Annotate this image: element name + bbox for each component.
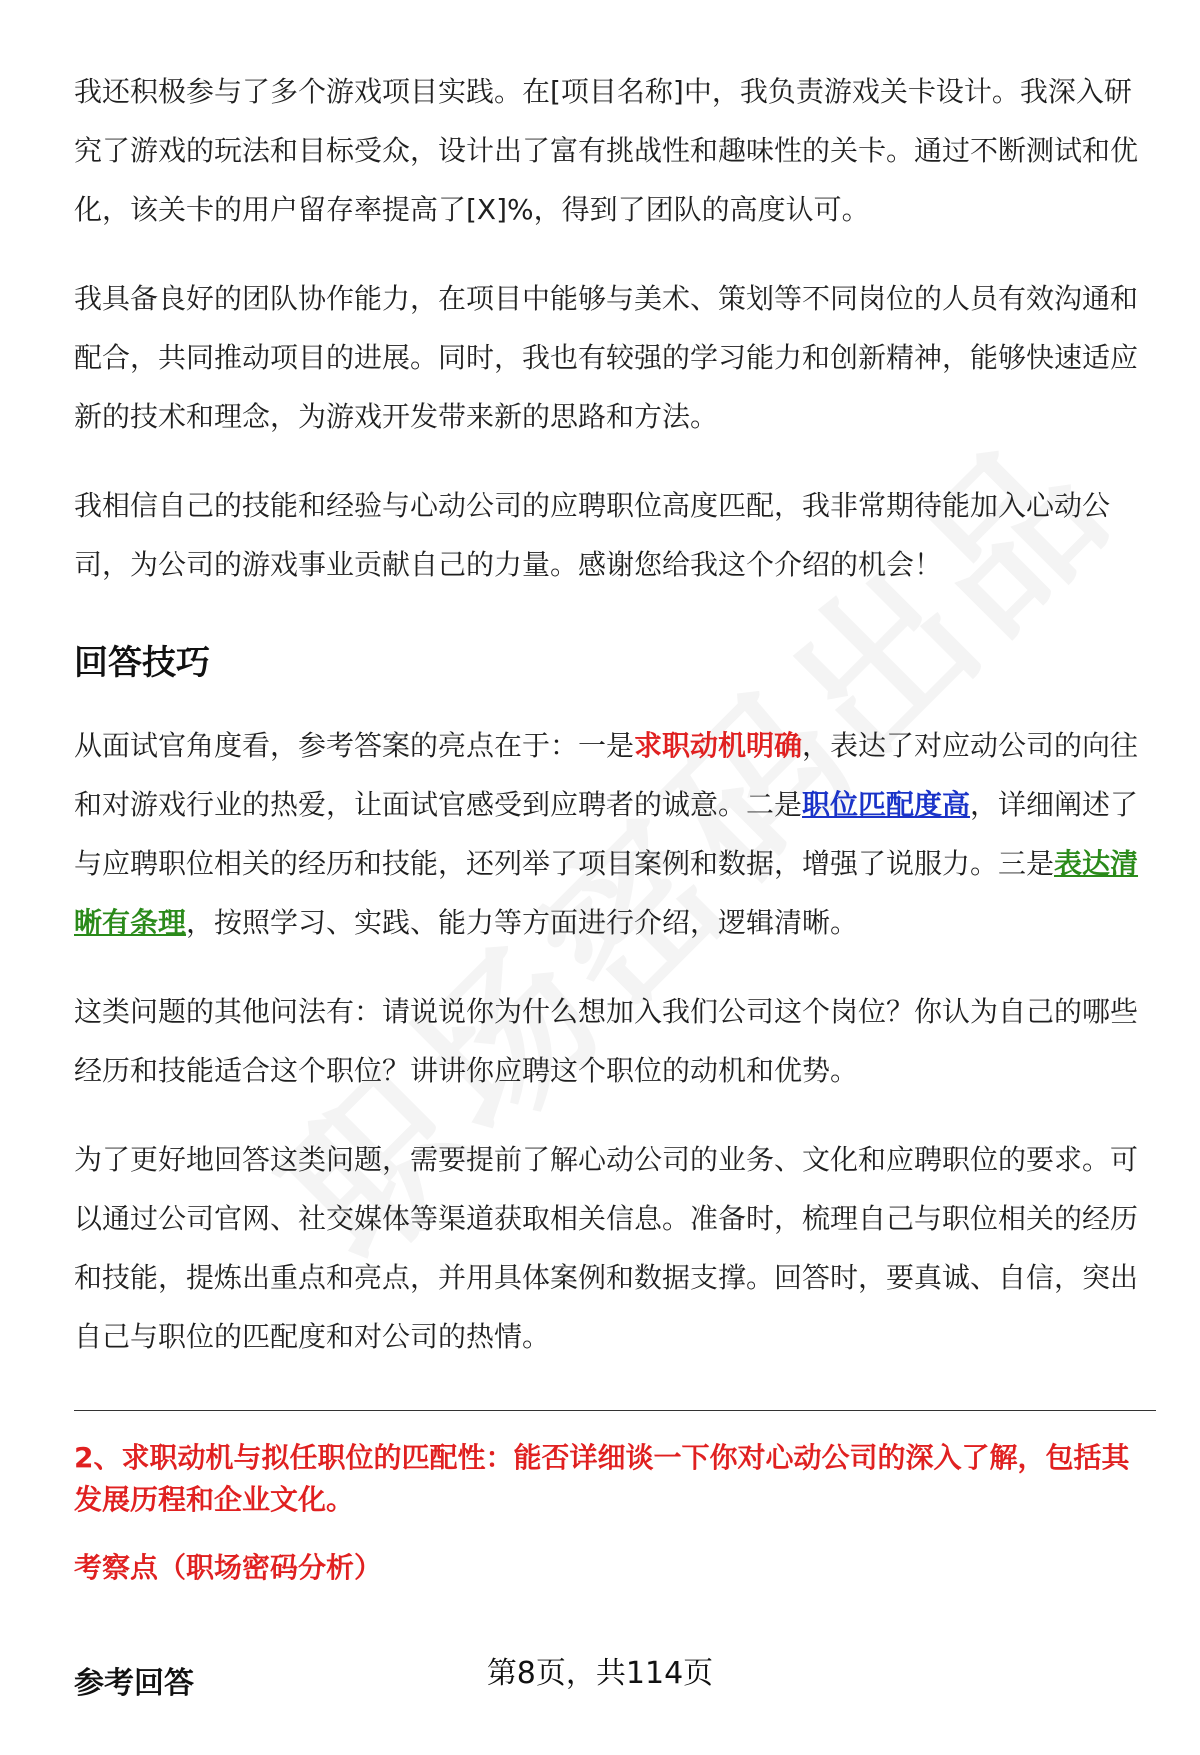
answer-paragraph-closing: 我相信自己的技能和经验与心动公司的应聘职位高度匹配，我非常期待能加入心动公司，为公司的游戏事业贡献自己的力量。感谢您给我这个介绍的机会！ bbox=[74, 489, 1111, 581]
other-questions-paragraph: 这类问题的其他问法有：请说说你为什么想加入我们公司这个岗位？你认为自己的哪些经历和技能适合这个职位？讲讲你应聘这个职位的动机和优势。 bbox=[74, 995, 1139, 1087]
page-number-footer: 第8页，共114页 bbox=[486, 1656, 714, 1691]
section-divider bbox=[74, 1410, 1156, 1411]
page-content bbox=[74, 62, 1154, 1589]
highlight-motivation: 求职动机明确 bbox=[634, 729, 803, 762]
tips-paragraph bbox=[74, 716, 1154, 952]
cut-off-heading: 参考回答 bbox=[74, 1666, 194, 1701]
answer-paragraph-teamwork: 我具备良好的团队协作能力，在项目中能够与美术、策划等不同岗位的人员有效沟通和配合，共同推动项目的进展。同时，我也有较强的学习能力和创新精神，能够快速适应新的技术和理念，为游戏开发带来新的思路和方法。 bbox=[74, 282, 1139, 433]
exam-point-heading: 考察点（职场密码分析） bbox=[74, 1551, 383, 1584]
tips-text-3: ，详细阐述了与应聘职位相关的经历和技能，还列举了项目案例和数据，增强了说服力。三是 bbox=[74, 788, 1139, 880]
highlight-job-match: 职位匹配度高 bbox=[802, 788, 971, 821]
tips-text-4: ，按照学习、实践、能力等方面进行介绍，逻辑清晰。 bbox=[186, 906, 859, 939]
question-2: 2、求职动机与拟任职位的匹配性：能否详细谈一下你对心动公司的深入了解，包括其发展历程和企业文化。 bbox=[74, 1441, 1130, 1516]
highlight-clear-expression: 表达清晰有条理 bbox=[74, 847, 1139, 939]
tips-text-1: 从面试官角度看，参考答案的亮点在于：一是 bbox=[74, 729, 635, 762]
tips-text-2: ，表达了对应动公司的向往和对游戏行业的热爱，让面试官感受到应聘者的诚意。二是 bbox=[74, 729, 1139, 821]
section-heading-tips: 回答技巧 bbox=[74, 643, 210, 683]
answer-paragraph-projects: 我还积极参与了多个游戏项目实践。在[项目名称]中，我负责游戏关卡设计。我深入研究了游戏的玩法和目标受众，设计出了富有挑战性和趣味性的关卡。通过不断测试和优化，该关卡的用户留存率提高了[X]%，得到了团队的高度认可。 bbox=[74, 75, 1139, 226]
preparation-paragraph: 为了更好地回答这类问题，需要提前了解心动公司的业务、文化和应聘职位的要求。可以通过公司官网、社交媒体等渠道获取相关信息。准备时，梳理自己与职位相关的经历和技能，提炼出重点和亮点，并用具体案例和数据支撑。回答时，要真诚、自信，突出自己与职位的匹配度和对公司的热情。 bbox=[74, 1143, 1139, 1353]
